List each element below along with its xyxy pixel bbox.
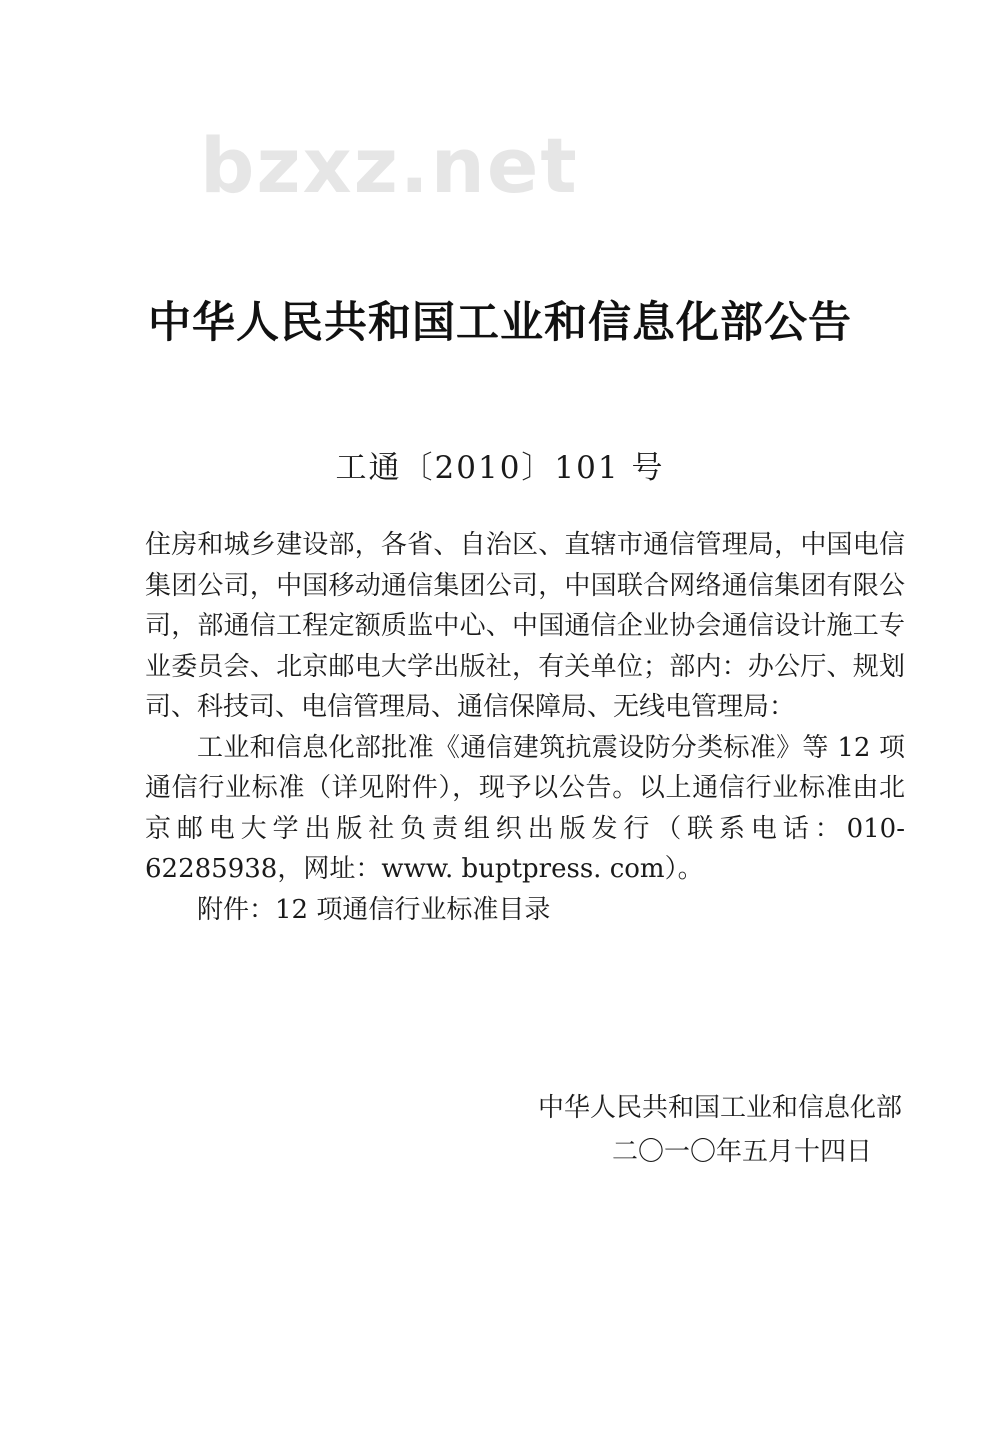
attachment-line: 附件：12 项通信行业标准目录 — [197, 894, 551, 925]
document-number: 工通〔2010〕101 号 — [335, 450, 665, 486]
document-body — [145, 525, 905, 930]
watermark: bzxz.net — [200, 121, 579, 210]
signature-block — [538, 1086, 902, 1174]
recipients-paragraph: 住房和城乡建设部，各省、自治区、直辖市通信管理局，中国电信集团公司，中国移动通信集团公司，中国联合网络通信集团有限公司，部通信工程定额质监中心、中国通信企业协会通信设计施工专业委员会、北京邮电大学出版社，有关单位；部内：办公厅、规划司、科技司、电信管理局、通信保障局、无线电管理局： — [145, 530, 905, 722]
issuer-name: 中华人民共和国工业和信息化部 — [537, 1093, 902, 1123]
issue-date: 二〇一〇年五月十四日 — [611, 1137, 872, 1167]
main-paragraph: 工业和信息化部批准《通信建筑抗震设防分类标准》等 12 项通信行业标准（详见附件），现予以公告。以上通信行业标准由北京邮电大学出版社负责组织出版发行（联系电话：010-62285938，网址：www. buptpress. com）。 — [145, 732, 905, 884]
document-title: 中华人民共和国工业和信息化部公告 — [148, 298, 852, 348]
